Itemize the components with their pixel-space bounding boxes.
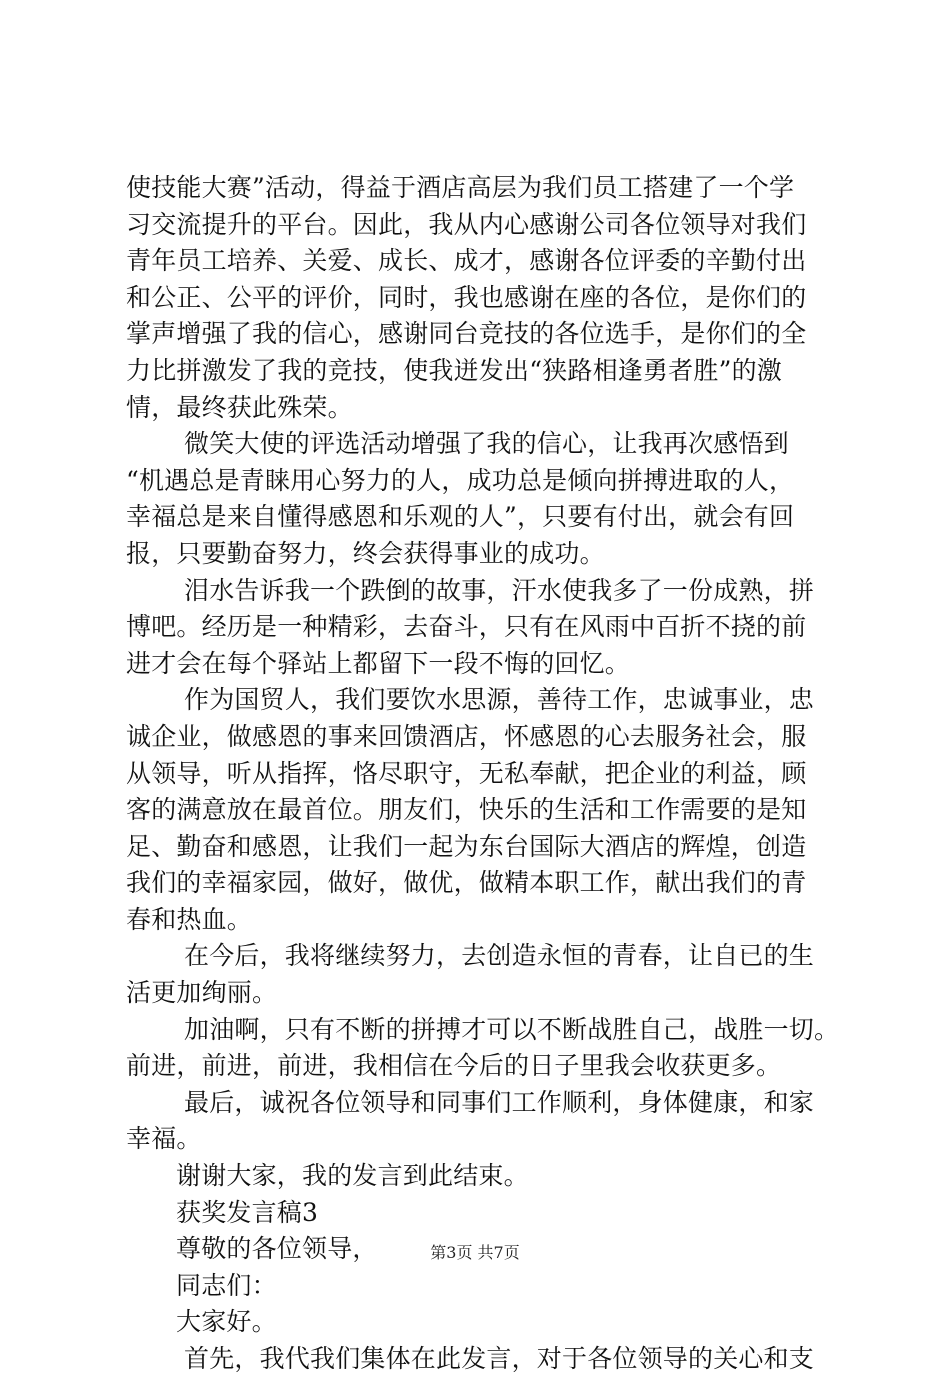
text-line: 博吧。经历是一种精彩，去奋斗，只有在风雨中百折不挠的前: [126, 612, 807, 642]
text-line: 足、勤奋和感恩，让我们一起为东台国际大酒店的辉煌，创造: [126, 831, 807, 861]
salutation-line: 尊敬的各位领导，: [176, 1234, 378, 1264]
text-line: 和公正、公平的评价，同时，我也感谢在座的各位，是你们的: [126, 282, 807, 312]
salutation-line: 同志们：: [176, 1270, 277, 1300]
text-line: 进才会在每个驿站上都留下一段不悔的回忆。: [126, 648, 631, 678]
paragraph-start-line: 泪水告诉我一个跌倒的故事，汗水使我多了一份成熟，拼: [184, 575, 815, 605]
paragraph-start-line: 加油啊，只有不断的拼搏才可以不断战胜自己，战胜一切。: [184, 1014, 840, 1044]
text-line: 客的满意放在最首位。朋友们，快乐的生活和工作需要的是知: [126, 795, 807, 825]
text-line: 幸福总是来自懂得感恩和乐观的人”，只要有付出，就会有回: [126, 502, 795, 532]
paragraph-start-line: 首先，我代我们集体在此发言，对于各位领导的关心和支: [184, 1344, 815, 1373]
text-line: “机遇总是青睐用心努力的人，成功总是倾向拼搏进取的人，: [126, 465, 795, 495]
text-line: 使技能大赛”活动，得益于酒店高层为我们员工搭建了一个学: [126, 173, 795, 202]
section-title: 获奖发言稿3: [176, 1197, 319, 1227]
document-body: [126, 170, 846, 1378]
page-number: 第3页 共7页: [430, 1243, 520, 1262]
text-line: 力比拼激发了我的竞技，使我迸发出“狭路相逢勇者胜”的激: [126, 355, 782, 385]
text-line: 青年员工培养、关爱、成长、成才，感谢各位评委的辛勤付出: [126, 246, 807, 276]
text-line: 前进，前进，前进，我相信在今后的日子里我会收获更多。: [126, 1051, 782, 1081]
text-line: 活更加绚丽。: [126, 978, 278, 1008]
page-footer: [0, 1240, 950, 1263]
text-line: 掌声增强了我的信心，感谢同台竞技的各位选手，是你们的全: [126, 319, 807, 349]
closing-line: 谢谢大家，我的发言到此结束。: [176, 1161, 529, 1191]
text-line: 情，最终获此殊荣。: [126, 392, 353, 422]
text-line: 我们的幸福家园，做好，做优，做精本职工作，献出我们的青: [126, 868, 807, 898]
text-line: 春和热血。: [126, 904, 253, 934]
text-line: 习交流提升的平台。因此，我从内心感谢公司各位领导对我们: [126, 209, 807, 239]
text-line: 从领导，听从指挥，恪尽职守，无私奉献，把企业的利益，顾: [126, 758, 807, 788]
text-line: 幸福。: [126, 1124, 202, 1154]
greeting-line: 大家好。: [176, 1307, 277, 1337]
paragraph-start-line: 最后，诚祝各位领导和同事们工作顺利，身体健康，和家: [184, 1087, 815, 1117]
text-line: 报，只要勤奋努力，终会获得事业的成功。: [126, 538, 605, 568]
paragraph-start-line: 在今后，我将继续努力，去创造永恒的青春，让自已的生: [184, 941, 815, 971]
paragraph-start-line: 作为国贸人，我们要饮水思源，善待工作，忠诚事业，忠: [184, 685, 815, 715]
text-line: 诚企业，做感恩的事来回馈酒店，怀感恩的心去服务社会，服: [126, 721, 807, 751]
paragraph-start-line: 微笑大使的评选活动增强了我的信心，让我再次感悟到: [184, 429, 789, 459]
